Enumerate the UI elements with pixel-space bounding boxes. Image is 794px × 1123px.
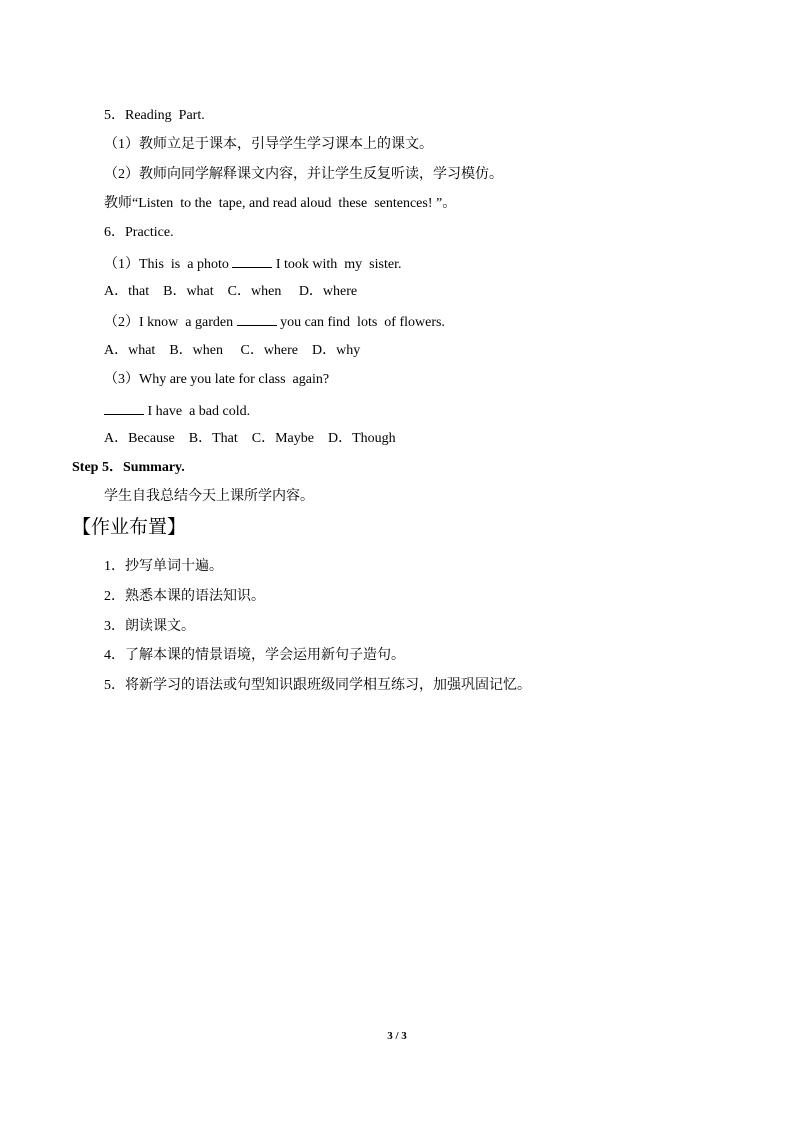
practice-question-2 xyxy=(104,312,445,332)
homework-title: 【作业布置】 xyxy=(72,516,187,538)
practice-question-1 xyxy=(104,254,401,274)
practice-question-3-answer xyxy=(104,401,250,421)
answer-blank xyxy=(104,401,144,415)
practice-question-3-options: A．Because B．That C．Maybe D．Though xyxy=(104,431,396,446)
question-2-suffix: you can find lots of flowers. xyxy=(276,315,445,330)
answer-blank xyxy=(232,254,272,268)
reading-part-heading: 5．Reading Part. xyxy=(104,108,205,123)
question-1-prefix: （1）This is a photo xyxy=(104,257,233,272)
homework-item-3: 3．朗读课文。 xyxy=(104,619,195,634)
practice-question-3: （3）Why are you late for class again? xyxy=(104,372,330,387)
question-3-answer-suffix: I have a bad cold. xyxy=(144,404,251,419)
step-5-heading: Step 5．Summary. xyxy=(72,460,185,475)
homework-item-5: 5．将新学习的语法或句型知识跟班级同学相互练习，加强巩固记忆。 xyxy=(104,678,531,693)
practice-question-1-options: A．that B．what C．when D．where xyxy=(104,284,358,299)
homework-item-1: 1．抄写单词十遍。 xyxy=(104,559,223,574)
answer-blank xyxy=(237,312,277,326)
practice-question-2-options: A．what B．when C．where D．why xyxy=(104,343,361,358)
step-5-text: 学生自我总结今天上课所学内容。 xyxy=(104,489,314,504)
page-number: 3 / 3 xyxy=(387,1030,407,1042)
homework-item-4: 4．了解本课的情景语境，学会运用新句子造句。 xyxy=(104,648,405,663)
practice-heading: 6．Practice. xyxy=(104,225,174,240)
question-2-prefix: （2）I know a garden xyxy=(104,315,237,330)
question-1-suffix: I took with my sister. xyxy=(272,257,402,272)
reading-item-1: （1）教师立足于课本，引导学生学习课本上的课文。 xyxy=(104,137,433,152)
reading-item-2: （2）教师向同学解释课文内容，并让学生反复听读，学习模仿。 xyxy=(104,167,503,182)
teacher-quote: 教师“Listen to the tape, and read aloud these sentences! ”。 xyxy=(104,196,457,211)
homework-item-2: 2．熟悉本课的语法知识。 xyxy=(104,589,265,604)
